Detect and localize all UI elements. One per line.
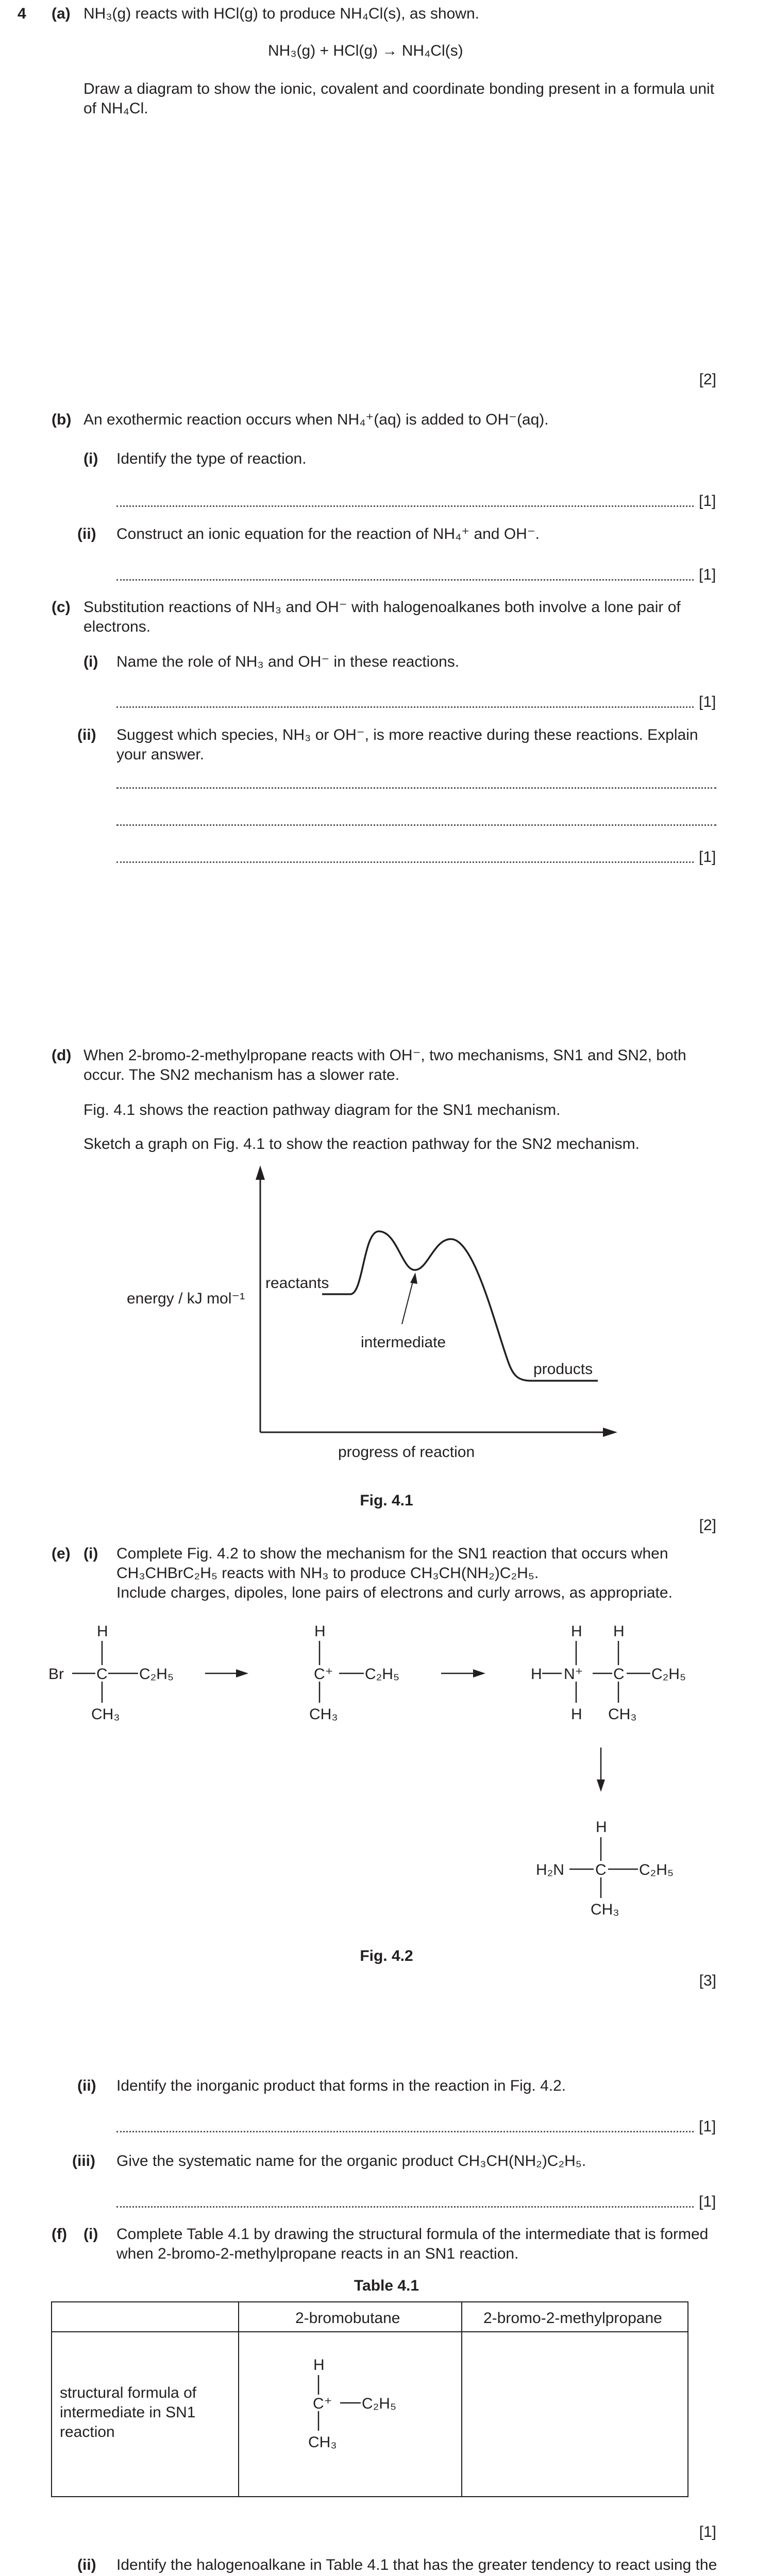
- question-number: 4: [18, 5, 26, 22]
- carbocation-atom: C⁺: [314, 1666, 333, 1683]
- h-atom: H: [314, 1623, 326, 1640]
- table-4-1-title: Table 4.1: [354, 2277, 419, 2294]
- c2h5-group: C₂H₅: [362, 2395, 397, 2412]
- carbon-atom: C: [96, 1666, 108, 1683]
- ch3-group: CH₃: [309, 1706, 338, 1723]
- part-d-instruction: Sketch a graph on Fig. 4.1 to show the reaction pathway for the SN2 mechanism.: [83, 1136, 640, 1153]
- part-f-i-text: Complete Table 4.1 by drawing the structural formula of the intermediate that is formed when 2-bromo-2-methylpropane reacts in an SN1 reaction.: [116, 2226, 709, 2262]
- part-b-i-text: Identify the type of reaction.: [116, 450, 307, 467]
- part-a-instruction: Draw a diagram to show the ionic, covalent and coordinate bonding present in a formula unit of NH₄Cl.: [83, 80, 715, 117]
- c2h5-group: C₂H₅: [651, 1666, 686, 1683]
- part-b-i-marks: [1]: [699, 493, 716, 510]
- part-f-i-label: (i): [83, 2226, 98, 2243]
- part-c-ii-text: Suggest which species, NH₃ or OH⁻, is more reactive during these reactions. Explain your answer.: [116, 726, 698, 763]
- part-c-label: (c): [52, 599, 71, 616]
- part-e-label: (e): [52, 1545, 71, 1562]
- reactants-label: reactants: [265, 1275, 329, 1292]
- ammonium-nitrogen: N⁺: [564, 1666, 583, 1683]
- part-d-marks: [2]: [699, 1517, 716, 1534]
- h-atom: H: [97, 1623, 108, 1640]
- part-b-label: (b): [52, 411, 72, 428]
- h-atom: H: [571, 1706, 582, 1723]
- intermediate-label: intermediate: [361, 1334, 446, 1351]
- table-col-2-bromobutane: 2-bromobutane: [295, 2310, 400, 2327]
- ch3-group: CH₃: [591, 1901, 619, 1918]
- part-a-marks: [2]: [699, 371, 716, 388]
- part-b-ii-text: Construct an ionic equation for the reaction of NH₄⁺ and OH⁻.: [116, 526, 540, 543]
- ch3-group: CH₃: [608, 1706, 637, 1723]
- part-a-label: (a): [52, 5, 71, 22]
- x-axis-label: progress of reaction: [338, 1444, 475, 1461]
- part-d-label: (d): [52, 1047, 72, 1064]
- part-d-figref: Fig. 4.1 shows the reaction pathway diagram for the SN1 mechanism.: [83, 1101, 561, 1118]
- part-a-equation: NH₃(g) + HCl(g) → NH₄Cl(s): [268, 42, 463, 59]
- y-axis-label: energy / kJ mol⁻¹: [127, 1290, 245, 1307]
- part-e-iii-text: Give the systematic name for the organic product CH₃CH(NH₂)C₂H₅.: [116, 2153, 586, 2170]
- table-col-2-bromo-2-methylpropane: 2-bromo-2-methylpropane: [483, 2310, 662, 2327]
- part-c-ii-marks: [1]: [699, 849, 716, 866]
- part-c-ii-label: (ii): [77, 726, 96, 743]
- part-e-i-marks: [3]: [699, 1972, 716, 1989]
- products-label: products: [533, 1361, 593, 1378]
- part-f-i-marks: [1]: [699, 2523, 716, 2540]
- part-f-label: (f): [52, 2226, 67, 2243]
- part-b-ii-marks: [1]: [699, 566, 716, 583]
- fig-4-2-caption: Fig. 4.2: [360, 1947, 413, 1964]
- fig-4-1-caption: Fig. 4.1: [360, 1492, 413, 1509]
- part-e-i-text1: Complete Fig. 4.2 to show the mechanism for the SN1 reaction that occurs when CH₃CHBrC₂H₅ reacts with NH₃ to produce CH₃CH(NH₂)C₂H₅.: [116, 1545, 668, 1582]
- c2h5-group: C₂H₅: [639, 1861, 674, 1878]
- part-e-ii-text: Identify the inorganic product that forms in the reaction in Fig. 4.2.: [116, 2077, 566, 2094]
- part-e-iii-label: (iii): [72, 2153, 95, 2170]
- part-e-ii-label: (ii): [77, 2077, 96, 2094]
- h-atom: H: [613, 1623, 625, 1640]
- c2h5-group: C₂H₅: [139, 1666, 174, 1683]
- h-atom: H: [571, 1623, 582, 1640]
- h-atom: H: [313, 2357, 325, 2374]
- part-d-stem: When 2-bromo-2-methylpropane reacts with OH⁻, two mechanisms, SN1 and SN2, both occur. The SN2 mechanism has a slower rate.: [83, 1047, 686, 1083]
- part-c-stem: Substitution reactions of NH₃ and OH⁻ with halogenoalkanes both involve a lone pair of electrons.: [83, 599, 681, 635]
- part-e-i-label: (i): [83, 1545, 98, 1562]
- br-atom: Br: [48, 1666, 64, 1683]
- h-atom: H: [596, 1819, 607, 1836]
- part-f-ii-label: (ii): [77, 2556, 96, 2573]
- table-row-label: structural formula of intermediate in SN1 reaction: [60, 2384, 197, 2441]
- part-b-i-label: (i): [83, 450, 98, 467]
- part-b-stem: An exothermic reaction occurs when NH₄⁺(aq) is added to OH⁻(aq).: [83, 411, 549, 428]
- carbocation-atom: C⁺: [313, 2395, 332, 2412]
- h-atom: H: [531, 1666, 542, 1683]
- part-e-i-text2: Include charges, dipoles, lone pairs of electrons and curly arrows, as appropriate.: [116, 1584, 673, 1601]
- part-c-i-label: (i): [83, 653, 98, 670]
- part-e-iii-marks: [1]: [699, 2193, 716, 2210]
- ch3-group: CH₃: [308, 2434, 337, 2451]
- part-c-i-marks: [1]: [699, 693, 716, 710]
- part-e-ii-marks: [1]: [699, 2118, 716, 2135]
- part-b-ii-label: (ii): [77, 526, 96, 543]
- ch3-group: CH₃: [91, 1706, 120, 1723]
- carbon-atom: C: [613, 1666, 625, 1683]
- part-a-stem: NH₃(g) reacts with HCl(g) to produce NH₄Cl(s), as shown.: [83, 5, 479, 22]
- amine-group: H₂N: [536, 1861, 564, 1878]
- c2h5-group: C₂H₅: [365, 1666, 400, 1683]
- part-c-i-text: Name the role of NH₃ and OH⁻ in these reactions.: [116, 653, 460, 670]
- carbon-atom: C: [595, 1861, 607, 1878]
- table-answer-cell[interactable]: [463, 2333, 687, 2496]
- part-f-ii-text: Identify the halogenoalkane in Table 4.1 that has the greater tendency to react using the: [116, 2556, 717, 2573]
